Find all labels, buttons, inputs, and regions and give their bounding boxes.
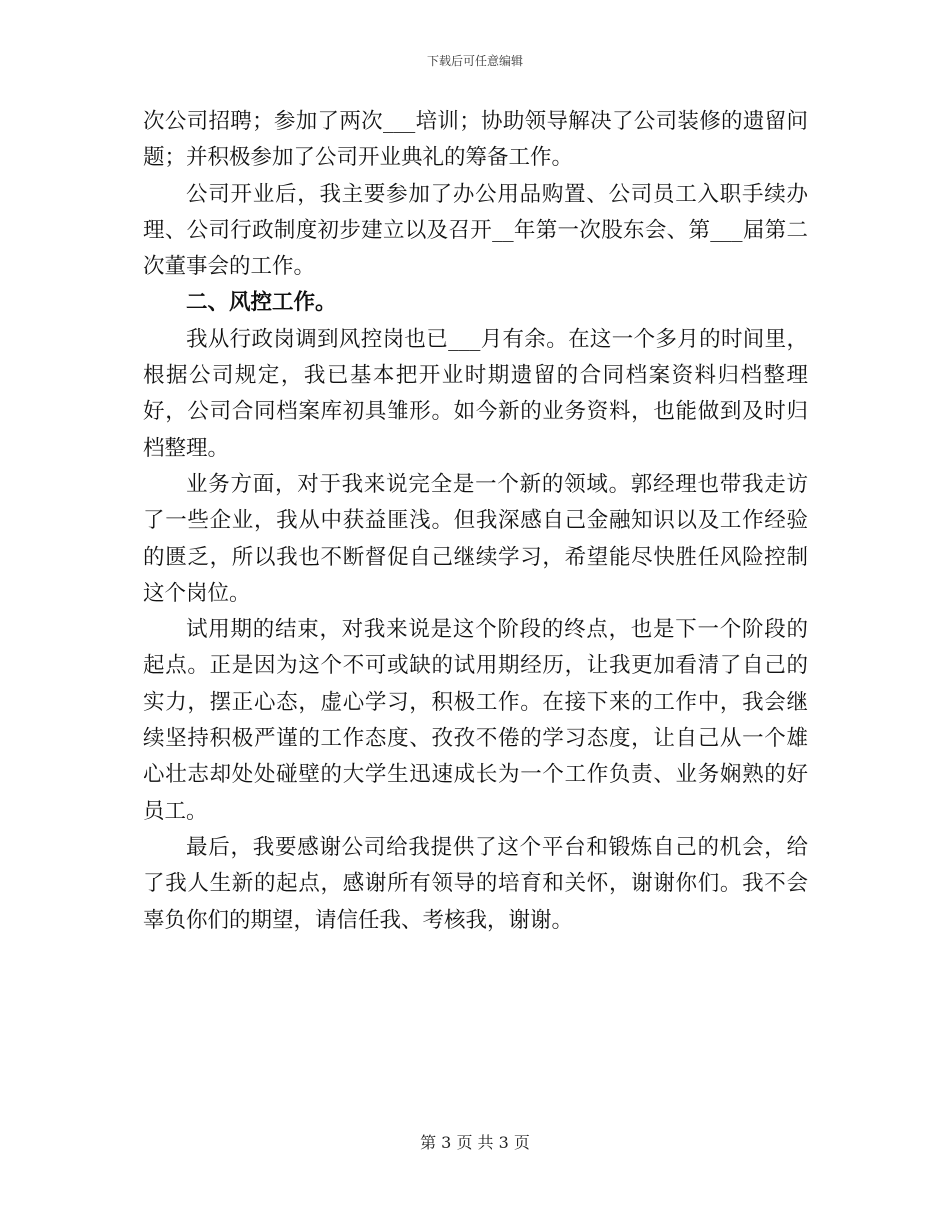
paragraph-continued: 次公司招聘；参加了两次___培训；协助领导解决了公司装修的遗留问题；并积极参加了公司开业典礼的筹备工作。 (143, 109, 808, 171)
page-header: 下载后可任意编辑 (426, 54, 523, 68)
paragraph: 试用期的结束，对我来说是这个阶段的终点，也是下一个阶段的起点。正是因为这个不可或缺的试用期经历，让我更加看清了自己的实力，摆正心态，虚心学习，积极工作。在接下来的工作中，我会继续坚持积极严谨的工作态度、孜孜不倦的学习态度，让自己从一个雄心壮志却处处碰壁的大学生迅速成长为一个工作负责、业务娴熟的好员工。 (143, 617, 808, 824)
paragraph: 业务方面，对于我来说完全是一个新的领域。郭经理也带我走访了一些企业，我从中获益匪浅。但我深感自己金融知识以及工作经验的匮乏，所以我也不断督促自己继续学习，希望能尽快胜任风险控制这个岗位。 (143, 471, 808, 606)
section-heading: 二、风控工作。 (186, 290, 337, 316)
document-body (143, 104, 808, 939)
paragraph: 公司开业后，我主要参加了办公用品购置、公司员工入职手续办理、公司行政制度初步建立以及召开__年第一次股东会、第___届第二次董事会的工作。 (143, 181, 808, 280)
paragraph: 最后，我要感谢公司给我提供了这个平台和锻炼自己的机会，给了我人生新的起点，感谢所有领导的培育和关怀，谢谢你们。我不会辜负你们的期望，请信任我、考核我，谢谢。 (143, 834, 808, 933)
page-number: 第 3 页 共 3 页 (420, 1133, 530, 1152)
paragraph: 我从行政岗调到风控岗也已___月有余。在这一个多月的时间里，根据公司规定，我已基本把开业时期遗留的合同档案资料归档整理好，公司合同档案库初具雏形。如今新的业务资料，也能做到及时归档整理。 (143, 326, 808, 461)
